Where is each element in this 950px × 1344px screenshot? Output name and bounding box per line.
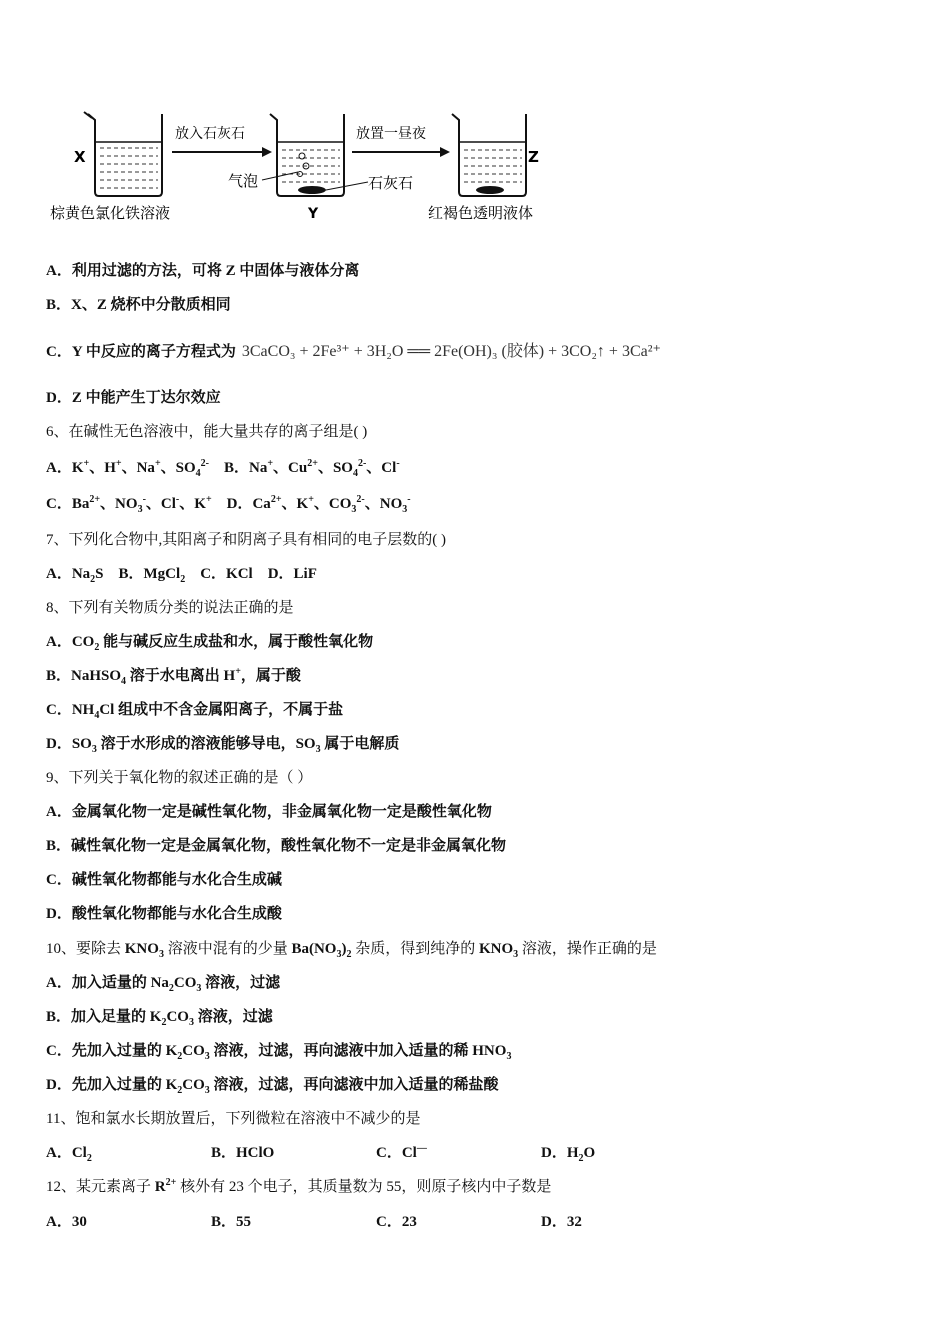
caption-left: 棕黄色氯化铁溶液 [50,204,171,222]
q12-stem: 12、某元素离子 $R^{2+}$ 核外有 23 个电子，其质量数为 55，则原子核内中子数是 [46,1177,552,1195]
q7-options: A．$Na_2S$ B．MgCl$_2$ C．KCl D．LiF [46,566,317,585]
q9-option-d: D．酸性氧化物都能与水化合生成酸 [46,906,282,922]
q12-option-a: A．30 [46,1214,87,1230]
q12-option-b: B．55 [211,1214,252,1230]
arrow1-label: 放入石灰石 [175,126,245,142]
q11-stem: 11、饱和氯水长期放置后，下列微粒在溶液中不减少的是 [46,1111,421,1127]
q10-option-b: B．加入足量的 $K_2CO_3$ 溶液，过滤 [46,1009,273,1028]
bubbles-label: 气泡 [228,172,259,190]
q8-option-d: D．$SO_3$ 溶于水形成的溶液能够导电，$SO_3$ 属于电解质 [46,736,400,755]
q10-option-c: C．先加入过量的 $K_2CO_3$ 溶液，过滤，再向滤液中加入适量的稀 $HNO_3$ [46,1043,512,1062]
beaker-x [84,112,162,196]
label-y: Y [308,206,319,222]
q5-option-c-prefix: C．Y 中反应的离子方程式为 [46,344,236,360]
q9-option-a: A．金属氧化物一定是碱性氧化物，非金属氧化物一定是酸性氧化物 [46,804,492,820]
q8-stem: 8、下列有关物质分类的说法正确的是 [46,600,294,616]
q6-stem: 6、在碱性无色溶液中，能大量共存的离子组是( ) [46,424,368,440]
q6-options-cd: C．$Ba^{2+}$、$NO_3^-$、Cl-、K+ D．$Ca^{2+}$、K+、$CO_3^{2-}$、$NO_3^-$ [46,494,411,515]
label-x: X [74,148,86,166]
q5-option-a: A．利用过滤的方法，可将 Z 中固体与液体分离 [46,263,360,279]
q10-option-d: D．先加入过量的 $K_2CO_3$ 溶液，过滤，再向滤液中加入适量的稀盐酸 [46,1077,499,1096]
q11-options: A．$Cl_2$ B．HClO C．Cl— D．$H_2O$ [46,1143,596,1164]
q5-option-c [46,342,661,362]
q5-option-d: D．Z 中能产生丁达尔效应 [46,390,221,406]
caption-right: 红褐色透明液体 [428,204,534,222]
q10-option-a: A．加入适量的 $Na_2CO_3$ 溶液，过滤 [46,975,281,994]
q9-option-c: C．碱性氧化物都能与水化合生成碱 [46,872,282,888]
q9-stem: 9、下列关于氧化物的叙述正确的是（ ） [46,770,313,786]
beaker-z [452,114,526,196]
q10-stem: 10、要除去 $KNO_3$ 溶液中混有的少量 $Ba(NO_3)_2$ 杂质，得到纯净的 $KNO_3$ 溶液，操作正确的是 [46,941,657,960]
experiment-figure [40,100,600,230]
q5-equation: 3CaCO₃ + 2Fe³⁺ + 3H₂O ══ 2Fe(OH)₃ (胶体) + 3CO₂↑ + 3Ca²⁺ [241,343,661,360]
q7-stem: 7、下列化合物中,其阳离子和阴离子具有相同的电子层数的( ) [46,532,446,548]
q12-options [46,1212,582,1232]
q8-option-b: B．NaHSO$_4$ 溶于水电离出 H+，属于酸 [46,666,301,687]
arrow2-label: 放置一昼夜 [356,126,426,142]
q9-option-b: B．碱性氧化物一定是金属氧化物，酸性氧化物不一定是非金属氧化物 [46,838,507,854]
q6-options-ab: A．K+、H+、Na+、$SO_4^{2-}$ B．Na+、$Cu^{2+}$、$SO_4^{2-}$、Cl- [46,458,400,479]
q5-option-b: B．X、Z 烧杯中分散质相同 [46,297,231,313]
limestone-label: 石灰石 [368,174,414,192]
label-z: Z [528,148,539,166]
q12-option-d: D．32 [541,1214,582,1230]
q8-option-a: A．$CO_2$ 能与碱反应生成盐和水，属于酸性氧化物 [46,634,374,653]
beaker-y [270,114,344,196]
q8-option-c: C．$NH_4Cl$ 组成中不含金属阳离子，不属于盐 [46,702,344,721]
q12-option-c: C．23 [376,1214,417,1230]
